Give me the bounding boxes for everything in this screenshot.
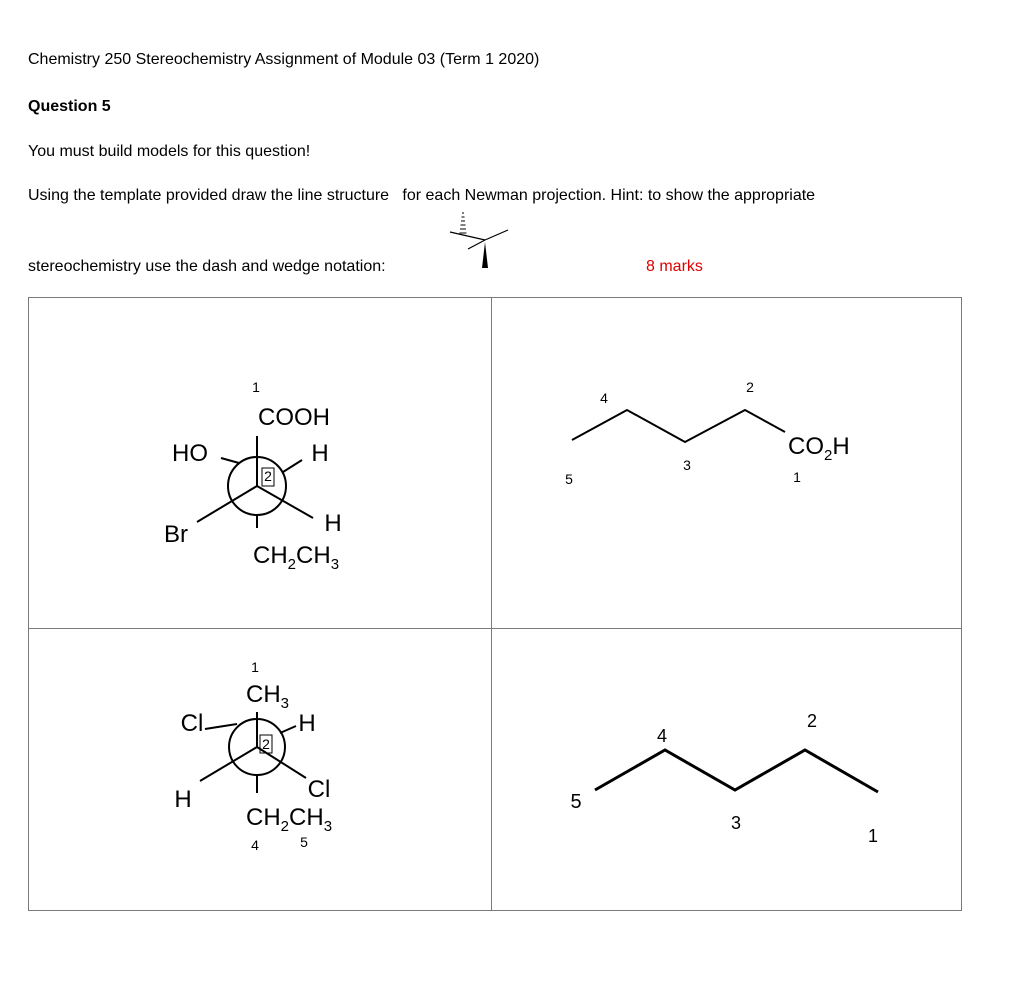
line1-carbon-2-label: 2: [746, 379, 754, 395]
page-title: Chemistry 250 Stereochemistry Assignment of Module 03 (Term 1 2020): [28, 51, 540, 68]
line1-carbon-4-label: 4: [600, 390, 608, 406]
line-structure-2: [595, 750, 878, 792]
line-structure-1: [572, 410, 785, 442]
newman2-front-right-group: Cl: [307, 776, 331, 803]
instruction-draw: Using the template provided draw the line structure for each Newman projection. Hint: to show the appropriate: [28, 187, 816, 204]
line1-carbon-5-label: 5: [565, 471, 573, 487]
newman2-back-left-group: Cl: [180, 710, 204, 737]
newman1-bottom-group: $CH_2CH_3$: [253, 542, 340, 573]
line2-carbon-4-label: 4: [656, 726, 668, 746]
newman-projection-1: [197, 436, 313, 528]
line2-carbon-3-label: 3: [730, 813, 742, 833]
newman1-carbon-2-label: 2: [264, 468, 272, 484]
newman2-front-left-group: H: [174, 786, 192, 813]
instruction-notation: stereochemistry use the dash and wedge notation:: [28, 258, 386, 275]
newman1-front-top-group: COOH: [258, 404, 330, 431]
line1-carbon-1-label: 1: [793, 469, 801, 485]
line2-carbon-5-label: 5: [570, 791, 582, 813]
question-heading: Question 5: [28, 98, 111, 115]
newman2-carbon-1-label: 1: [251, 659, 259, 675]
line2-carbon-1-label: 1: [867, 826, 879, 846]
newman1-back-left-group: HO: [172, 440, 208, 467]
instruction-build-models: You must build models for this question!: [28, 143, 311, 160]
newman2-carbon-4-label: 4: [251, 837, 259, 853]
line1-carboxyl-group: $CO_2H$: [788, 433, 850, 464]
newman-projection-2: [200, 712, 306, 793]
newman2-front-top-group: $CH_3$: [246, 681, 290, 712]
newman1-front-right-group: H: [324, 510, 342, 537]
line2-carbon-2-label: 2: [806, 711, 818, 731]
newman2-carbon-2-label: 2: [262, 736, 270, 752]
newman2-carbon-5-label: 5: [300, 834, 308, 850]
newman2-back-right-group: H: [298, 710, 316, 737]
newman1-back-right-group: H: [311, 440, 329, 467]
newman2-bottom-group: $CH_2CH_3$: [246, 804, 333, 835]
line1-carbon-3-label: 3: [683, 457, 691, 473]
newman1-front-left-group: Br: [164, 521, 188, 548]
marks-label: 8 marks: [646, 258, 703, 275]
newman1-carbon-1-label: 1: [252, 379, 260, 395]
